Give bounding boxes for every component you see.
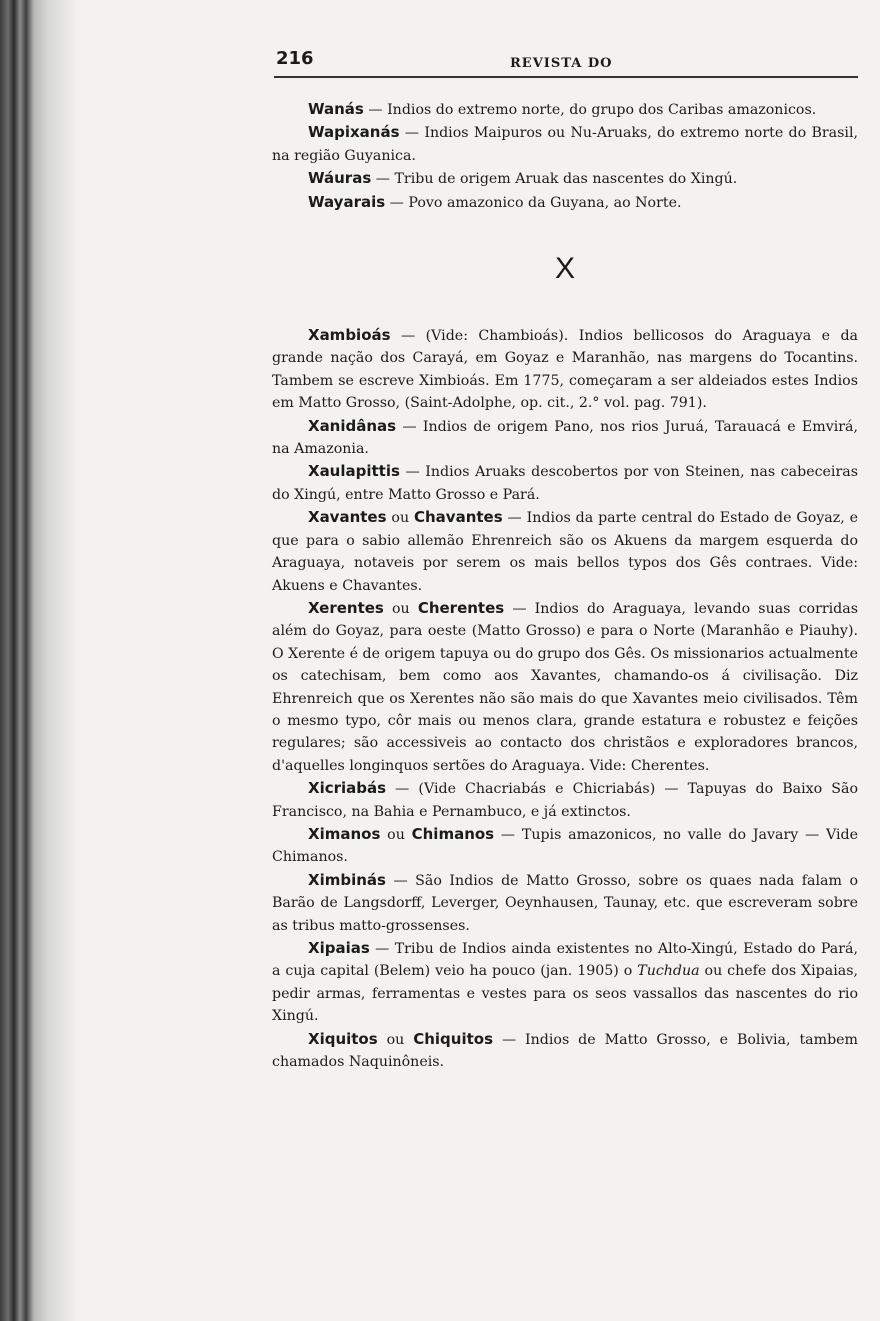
- entry-connector: ou: [380, 826, 412, 843]
- entry-headword: Xavantes: [308, 508, 387, 527]
- entry-italic-term: Tuchdua: [637, 963, 700, 980]
- entry-connector: ou: [377, 1031, 414, 1048]
- entry-definition: — Indios do extremo norte, do grupo dos Caribas amazonicos.: [363, 102, 817, 118]
- dictionary-entry: [272, 869, 858, 937]
- dictionary-entry: [272, 597, 858, 777]
- entry-headword: Xerentes: [308, 598, 384, 617]
- entry-definition: — São Indios de Matto Grosso, sobre os quaes nada falam o Barão de Langsdorff, Leverger, Oeynhausen, Taunay, etc. que escreveram sobre as tribus matto-grossenses.: [272, 872, 858, 934]
- entry-definition: — Indios Aruaks descobertos por von Steinen, nas cabeceiras do Xingú, entre Matto Grosso e Pará.: [272, 464, 858, 503]
- entry-definition-part: — Tribu de Indios ainda existentes no Alto-Xingú, Estado do Pará, a cuja capital (Belem) veio ha pouco (jan. 1905) o: [272, 941, 858, 980]
- entry-headword: Wapixanás: [308, 123, 400, 142]
- entry-connector: ou: [386, 510, 414, 527]
- dictionary-entry: [272, 506, 858, 597]
- dictionary-entry: [272, 777, 858, 823]
- entry-headword: Wanás: [308, 100, 364, 118]
- entry-definition: — (Vide: Chambioás). Indios bellicosos do Araguaya e da grande nação dos Carayá, em Goyaz e Maranhão, nas margens do Tocantins. Tambem se escreve Ximbioás. Em 1775, começaram a ser aldeiados estes Indios em Matto Grosso, (Saint-Adolphe, op. cit., 2.° vol. pag. 791).: [272, 328, 858, 412]
- entry-definition: — Tribu de origem Aruak das nascentes do Xingú.: [371, 171, 738, 188]
- entry-headword-variant: Chiquitos: [413, 1029, 494, 1048]
- dictionary-entry: [272, 324, 858, 415]
- entry-headword: Xicriabás: [308, 779, 387, 798]
- section-letter-heading: X: [554, 252, 575, 286]
- page-header: [272, 44, 858, 80]
- running-title: REVISTA DO: [510, 56, 613, 71]
- dictionary-entry: [272, 121, 858, 167]
- entry-definition: — Tupis amazonicos, no valle do Javary — Vide Chimanos.: [272, 826, 858, 866]
- page-body: [272, 98, 858, 1073]
- entry-definition: ou chefe dos Xipaias, pedir armas, ferramentas e vestes para os seos vassallos das nascentes do rio Xingú.: [272, 963, 858, 1025]
- entry-definition: — Indios Maipuros ou Nu-Aruaks, do extremo norte do Brasil, na região Guyanica.: [272, 125, 858, 164]
- header-rule: [274, 76, 858, 78]
- entry-headword: Wáuras: [308, 169, 372, 188]
- entry-headword: Xambioás: [308, 326, 391, 345]
- entry-headword: Ximbinás: [308, 870, 386, 889]
- entry-headword-variant: Chimanos: [411, 824, 495, 843]
- entry-connector: ou: [383, 600, 418, 617]
- dictionary-entry: [272, 167, 858, 190]
- dictionary-entry: [272, 415, 858, 461]
- dictionary-entry: [272, 937, 858, 1028]
- dictionary-entry: [272, 460, 858, 506]
- entry-headword: Xiquitos: [308, 1029, 378, 1048]
- dictionary-entry: [272, 98, 858, 121]
- dictionary-entry: [272, 191, 858, 214]
- dictionary-entry: [272, 823, 858, 869]
- entry-headword: Wayarais: [308, 192, 386, 211]
- entry-definition: — (Vide Chacriabás e Chicriabás) — Tapuyas do Baixo São Francisco, na Bahia e Pernambuco, e já extinctos.: [272, 781, 858, 820]
- entry-headword: Xanidânas: [308, 416, 397, 435]
- page-number: 216: [276, 48, 314, 69]
- entry-definition: — Indios de origem Pano, nos rios Juruá, Tarauacá e Emvirá, na Amazonia.: [272, 418, 858, 458]
- entry-definition: — Indios de Matto Grosso, e Bolivia, tambem chamados Naquinôneis.: [272, 1031, 858, 1071]
- entry-headword-variant: Chavantes: [414, 508, 503, 527]
- entry-headword: Ximanos: [308, 824, 381, 843]
- entry-definition: — Povo amazonico da Guyana, ao Norte.: [385, 194, 682, 211]
- dictionary-entry: [272, 1028, 858, 1074]
- entry-definition: — Indios do Araguaya, levando suas corridas além do Goyaz, para oeste (Matto Grosso) e para o Norte (Maranhão e Piauhy). O Xerente é de origem tapuya ou do grupo dos Gês. Os missionarios actualmente os catechisam, bem como aos Xavantes, chamando-os á civilisação. Diz Ehrenreich que os Xerentes não são mais do que Xavantes meio civilisados. Têm o mesmo typo, côr mais ou menos clara, grande estatura e robustez e feições regulares; são accessiveis ao contacto dos christãos e exploradores brancos, d'aquelles longinquos sertões do Araguaya. Vide: Cherentes.: [272, 600, 858, 774]
- entry-headword-variant: Cherentes: [417, 598, 505, 617]
- entry-headword: Xaulapittis: [308, 462, 400, 481]
- entry-headword: Xipaias: [308, 939, 370, 957]
- entry-definition: — Indios da parte central do Estado de Goyaz, e que para o sabio allemão Ehrenreich são os Akuens da margem esquerda do Araguaya, notaveis por serem os mais bellos typos dos Gês contraes. Vide: Akuens e Chavantes.: [272, 510, 859, 594]
- book-spine-shadow: [0, 0, 78, 1321]
